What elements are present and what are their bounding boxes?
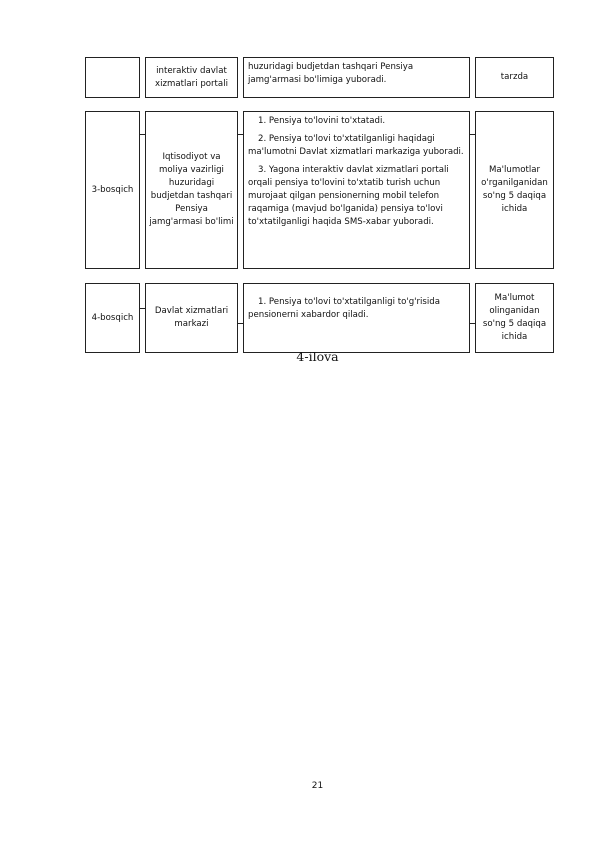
- row3-action-1: 1. Pensiya to'lovi to'xtatilganligi to'g'risida pensionerni xabardor qiladi.: [248, 297, 441, 320]
- row1-performer: interaktiv davlat xizmatlari portali: [155, 65, 228, 89]
- row2-actions-cell: [243, 111, 470, 269]
- row2-connector-2: [238, 134, 243, 135]
- row2-action-1: 1. Pensiya to'lovini to'xtatadi.: [258, 116, 386, 126]
- row1-performer-cell: [145, 57, 238, 98]
- row2-performer: Iqtisodiyot va moliya vazirligi huzuridagi budjetdan tashqari Pensiya jamg'armasi bo'limi: [149, 152, 234, 227]
- row2-tick-1: [145, 111, 146, 135]
- row2-step-cell: [85, 111, 140, 269]
- row3-connector-1: [140, 308, 145, 309]
- row2-step: 3-bosqich: [91, 184, 134, 195]
- row3-deadline-cell: [475, 283, 554, 353]
- row3-connector-2: [238, 323, 243, 324]
- row3-performer: Davlat xizmatlari markazi: [154, 306, 229, 329]
- row1-deadline: tarzda: [500, 72, 529, 82]
- row3-performer-cell: [145, 283, 238, 353]
- row2-connector-3: [470, 134, 475, 135]
- row1-deadline-cell: [475, 57, 554, 98]
- row1-action-1: huzuridagi budjetdan tashqari Pensiya jamg'armasi bo'limiga yuboradi.: [248, 62, 414, 85]
- row2-tick-2: [469, 111, 470, 135]
- row3-deadline: Ma'lumot olinganidan so'ng 5 daqiqa ichida: [482, 293, 547, 342]
- row2-performer-cell: [145, 111, 238, 269]
- row3-step: 4-bosqich: [91, 312, 134, 323]
- row3-step-cell: [85, 283, 140, 353]
- row2-action-3: 3. Yagona interaktiv davlat xizmatlari portali orqali pensiya to'lovini to'xtatib turish uchun murojaat qilgan pensionerning mobil telefon raqamiga (mavjud bo'lganida) pensiya to'lovi to'xtatilganligi haqida SMS-xabar yuboradi.: [248, 165, 449, 227]
- row3-connector-3: [470, 323, 475, 324]
- appendix-title: 4-ilova: [296, 349, 339, 364]
- page-number: 21: [311, 781, 324, 791]
- row1-actions-cell: [243, 57, 470, 98]
- row3-actions-cell: [243, 283, 470, 353]
- row2-deadline-cell: [475, 111, 554, 269]
- row2-action-2: 2. Pensiya to'lovi to'xtatilganligi haqidagi ma'lumotni Davlat xizmatlari markaziga yuboradi.: [248, 134, 464, 157]
- row2-deadline: Ma'lumotlar o'rganilganidan so'ng 5 daqiqa ichida: [481, 165, 548, 214]
- row1-step-cell: [85, 57, 140, 98]
